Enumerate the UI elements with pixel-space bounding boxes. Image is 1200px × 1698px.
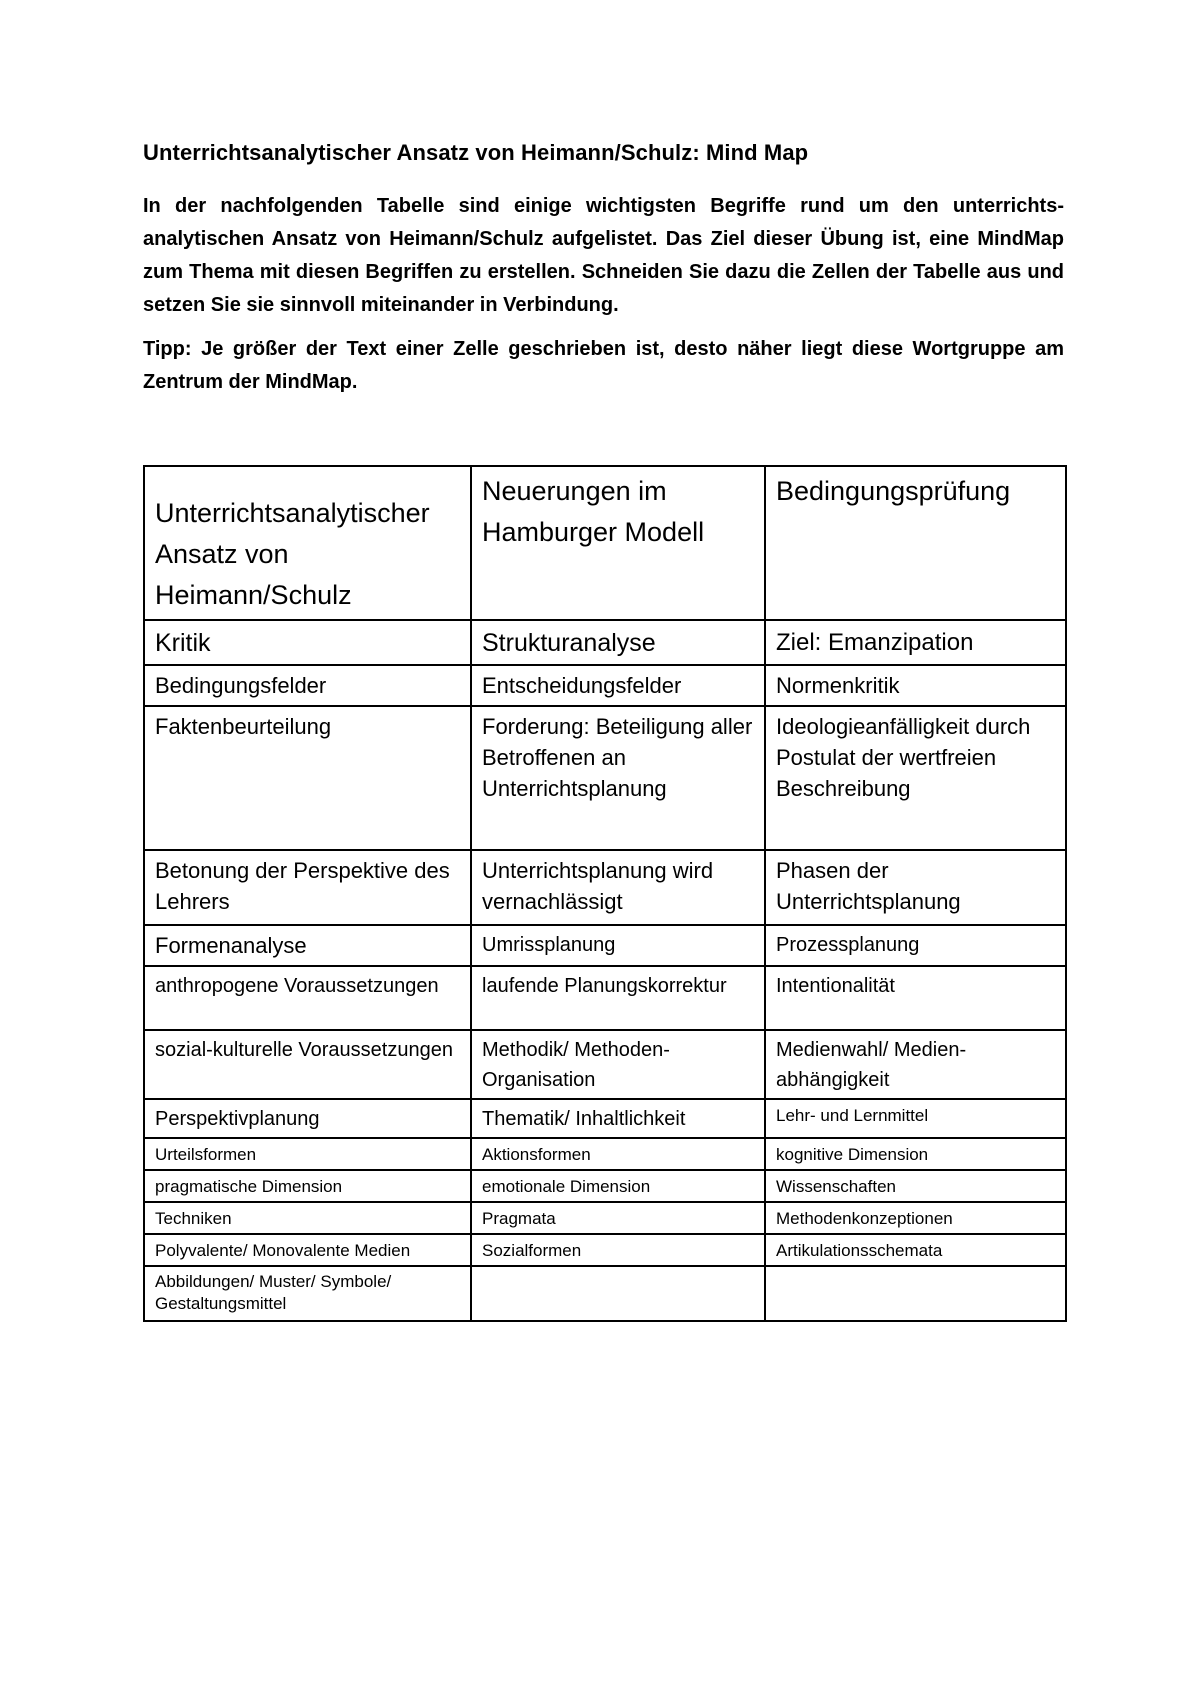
table-cell: Entscheidungsfelder <box>471 665 765 706</box>
table-cell: laufende Planungskorrektur <box>471 966 765 1030</box>
table-cell: Kritik <box>144 620 471 665</box>
table-cell: Intentionalität <box>765 966 1066 1030</box>
table-cell: Ideologieanfälligkeit durch Postulat der wertfreien Beschreibung <box>765 706 1066 850</box>
tip-paragraph: Tipp: Je größer der Text einer Zelle geschrieben ist, desto näher liegt diese Wortgruppe am Zentrum der MindMap. <box>143 338 1064 393</box>
table-cell: emotionale Dimension <box>471 1170 765 1202</box>
document-body <box>143 140 1064 410</box>
table-cell: Unterrichtsplanung wird vernachlässigt <box>471 850 765 925</box>
table-row <box>144 665 1066 706</box>
table-cell: Techniken <box>144 1202 471 1234</box>
table-row <box>144 706 1066 850</box>
table-cell: Medienwahl/ Medien-abhängigkeit <box>765 1030 1066 1099</box>
table-cell: Ziel: Emanzipation <box>765 620 1066 665</box>
table-row <box>144 1099 1066 1138</box>
table-cell: Betonung der Perspektive des Lehrers <box>144 850 471 925</box>
table-row <box>144 1202 1066 1234</box>
table-cell: kognitive Dimension <box>765 1138 1066 1170</box>
table-cell: Wissenschaften <box>765 1170 1066 1202</box>
table-row <box>144 1170 1066 1202</box>
table-cell: Forderung: Beteiligung aller Betroffenen an Unterrichtsplanung <box>471 706 765 850</box>
table-cell: Strukturanalyse <box>471 620 765 665</box>
table-cell: Aktionsformen <box>471 1138 765 1170</box>
table-cell: Perspektivplanung <box>144 1099 471 1138</box>
table-cell: Bedingungsprüfung <box>765 466 1066 620</box>
table-row <box>144 925 1066 966</box>
terms-table <box>143 465 1067 1322</box>
table-cell: Bedingungsfelder <box>144 665 471 706</box>
table-cell: pragmatische Dimension <box>144 1170 471 1202</box>
table-cell: Abbildungen/ Muster/ Symbole/ Gestaltungsmittel <box>144 1266 471 1321</box>
table-cell: Phasen der Unterrichtsplanung <box>765 850 1066 925</box>
table-cell: Faktenbeurteilung <box>144 706 471 850</box>
table-row <box>144 1030 1066 1099</box>
document-title: Unterrichtsanalytischer Ansatz von Heimann/Schulz: Mind Map <box>143 140 809 165</box>
table-cell: Umrissplanung <box>471 925 765 966</box>
table-cell <box>471 1266 765 1321</box>
table-cell: Thematik/ Inhaltlichkeit <box>471 1099 765 1138</box>
table-row <box>144 1234 1066 1266</box>
table-cell: Prozessplanung <box>765 925 1066 966</box>
table-cell: Urteilsformen <box>144 1138 471 1170</box>
table-row <box>144 466 1066 620</box>
table-cell: Normenkritik <box>765 665 1066 706</box>
table-cell: Sozialformen <box>471 1234 765 1266</box>
table-cell <box>765 1266 1066 1321</box>
table-cell: Formenanalyse <box>144 925 471 966</box>
table-cell: sozial-kulturelle Voraussetzungen <box>144 1030 471 1099</box>
intro-paragraph: In der nachfolgenden Tabelle sind einige wichtigsten Begriffe rund um den unterrichts-analytischen Ansatz von Heimann/Schulz aufgelistet. Das Ziel dieser Übung ist, eine MindMap zum Thema mit diesen Begriffen zu erstellen. Schneiden Sie dazu die Zellen der Tabelle aus und setzen Sie sie sinnvoll miteinander in Verbindung. <box>143 195 1064 316</box>
table-cell: Unterrichtsanalytischer Ansatz von Heimann/Schulz <box>144 466 471 620</box>
table-cell: Neuerungen im Hamburger Modell <box>471 466 765 620</box>
table-row <box>144 850 1066 925</box>
table-cell: Artikulationsschemata <box>765 1234 1066 1266</box>
table-cell: anthropogene Voraussetzungen <box>144 966 471 1030</box>
table-cell: Lehr- und Lernmittel <box>765 1099 1066 1138</box>
table-row <box>144 620 1066 665</box>
table-cell: Methodik/ Methoden-Organisation <box>471 1030 765 1099</box>
table-row <box>144 1138 1066 1170</box>
table-cell: Methodenkonzeptionen <box>765 1202 1066 1234</box>
table-cell: Polyvalente/ Monovalente Medien <box>144 1234 471 1266</box>
table-row <box>144 966 1066 1030</box>
table-cell: Pragmata <box>471 1202 765 1234</box>
table-row <box>144 1266 1066 1321</box>
